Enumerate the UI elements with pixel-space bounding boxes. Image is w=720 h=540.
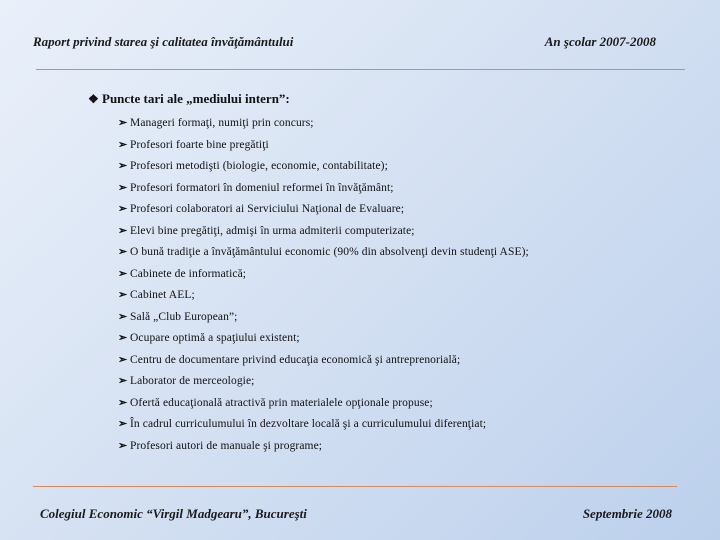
list-item bbox=[118, 393, 529, 415]
header-school-year: An şcolar 2007-2008 bbox=[544, 34, 656, 49]
arrow-bullet-icon: ➢ bbox=[118, 203, 128, 215]
list-item bbox=[118, 285, 529, 307]
list-item-text: Ocupare optimă a spaţiului existent; bbox=[130, 332, 300, 344]
list-item bbox=[118, 436, 529, 458]
list-item bbox=[118, 371, 529, 393]
list-item-text: O bună tradiţie a învăţământului economic (90% din absolvenţi devin studenţi ASE); bbox=[130, 246, 529, 258]
list-item-text: Centru de documentare privind educaţia economică şi antreprenorială; bbox=[130, 353, 461, 366]
list-item bbox=[118, 264, 529, 286]
arrow-bullet-icon: ➢ bbox=[118, 160, 128, 172]
list-item bbox=[118, 135, 529, 157]
list-item bbox=[118, 350, 529, 372]
arrow-bullet-icon: ➢ bbox=[118, 439, 128, 452]
diamond-bullet-icon: ❖ bbox=[88, 92, 99, 106]
footer-date: Septembrie 2008 bbox=[582, 506, 672, 521]
list-item bbox=[118, 328, 529, 350]
arrow-bullet-icon: ➢ bbox=[118, 224, 128, 237]
arrow-bullet-icon: ➢ bbox=[118, 332, 128, 344]
arrow-bullet-icon: ➢ bbox=[118, 246, 128, 258]
list-item-text: Profesori formatori în domeniul reformei în învăţământ; bbox=[130, 181, 394, 194]
list-item-text: Cabinet AEL; bbox=[130, 289, 195, 301]
list-item-text: Sală „Club European”; bbox=[130, 310, 238, 323]
list-item-text: Profesori colaboratori ai Serviciului Naţional de Evaluare; bbox=[130, 203, 405, 215]
list-item bbox=[118, 307, 529, 329]
list-item-text: Cabinete de informatică; bbox=[130, 267, 247, 280]
arrow-bullet-icon: ➢ bbox=[118, 117, 128, 129]
list-item-text: Laborator de merceologie; bbox=[130, 375, 255, 387]
arrow-bullet-icon: ➢ bbox=[118, 181, 128, 194]
list-item bbox=[118, 242, 529, 264]
list-item bbox=[118, 414, 529, 436]
top-divider bbox=[36, 69, 685, 70]
list-item-text: Profesori autori de manuale şi programe; bbox=[130, 439, 323, 452]
arrow-bullet-icon: ➢ bbox=[118, 289, 128, 301]
arrow-bullet-icon: ➢ bbox=[118, 418, 128, 430]
list-item bbox=[118, 156, 529, 178]
arrow-bullet-icon: ➢ bbox=[118, 396, 128, 409]
arrow-bullet-icon: ➢ bbox=[118, 138, 128, 151]
list-item-text: Ofertă educaţională atractivă prin materialele opţionale propuse; bbox=[130, 396, 433, 409]
arrow-bullet-icon: ➢ bbox=[118, 267, 128, 280]
section-title: Puncte tari ale „mediului intern”: bbox=[102, 91, 290, 106]
list-item bbox=[118, 113, 529, 135]
footer-school-name: Colegiul Economic “Virgil Madgearu”, Bucureşti bbox=[40, 506, 307, 521]
arrow-bullet-icon: ➢ bbox=[118, 375, 128, 387]
list-item-text: Profesori foarte bine pregătiţi bbox=[130, 138, 269, 151]
bottom-divider bbox=[33, 486, 677, 487]
list-item-text: În cadrul curriculumului în dezvoltare locală şi a curriculumului diferenţiat; bbox=[130, 418, 487, 430]
list-item-text: Elevi bine pregătiţi, admişi în urma admiterii computerizate; bbox=[130, 224, 415, 237]
list-item bbox=[118, 221, 529, 243]
strengths-list bbox=[118, 113, 529, 457]
list-item-text: Profesori metodişti (biologie, economie, contabilitate); bbox=[130, 160, 388, 172]
list-item bbox=[118, 178, 529, 200]
header-report-title: Raport privind starea şi calitatea învăţământului bbox=[33, 34, 294, 49]
arrow-bullet-icon: ➢ bbox=[118, 353, 128, 366]
list-item-text: Manageri formaţi, numiţi prin concurs; bbox=[130, 117, 314, 129]
arrow-bullet-icon: ➢ bbox=[118, 310, 128, 323]
list-item bbox=[118, 199, 529, 221]
section-heading bbox=[88, 91, 290, 107]
